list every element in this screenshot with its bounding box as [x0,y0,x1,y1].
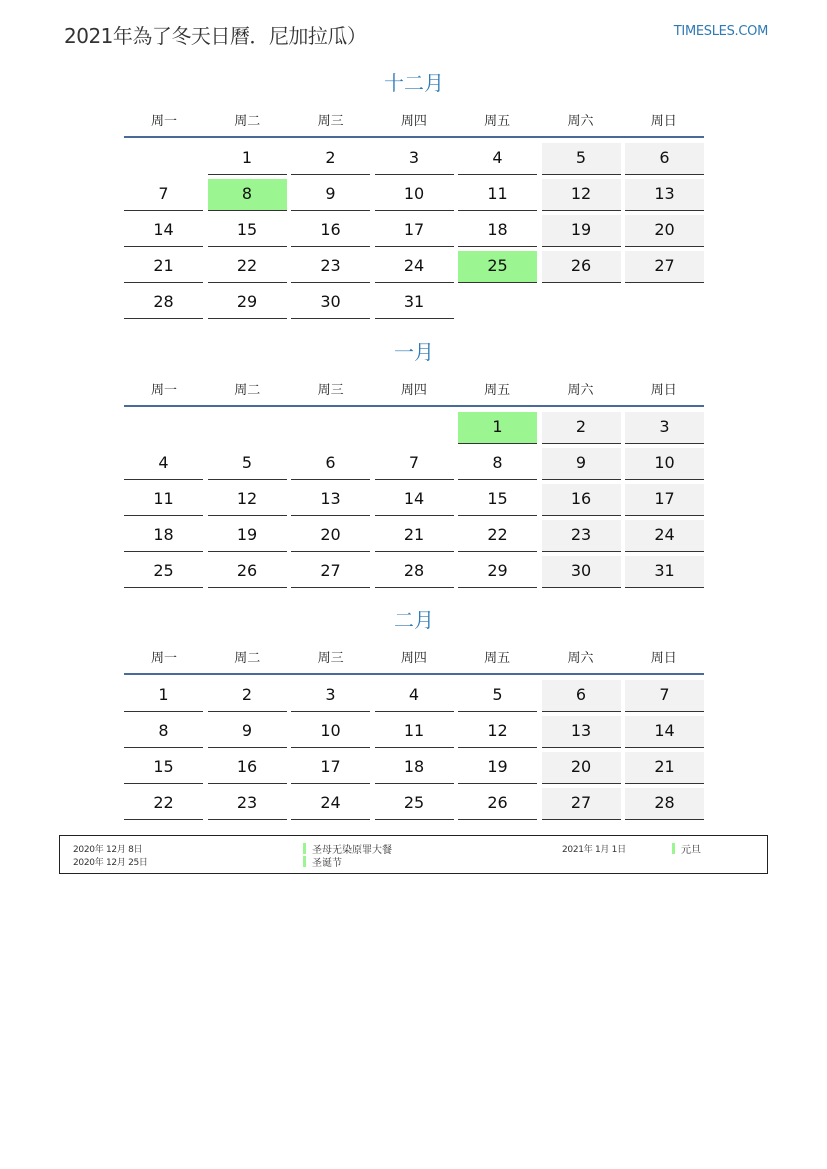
legend-holiday-name [672,841,701,856]
weekday-sun: 周日 [650,650,677,666]
day-grid [124,143,704,319]
empty-day-cell [124,412,203,444]
day-cell: 27 [625,251,704,283]
weekday-tue: 周二 [234,650,261,666]
day-cell: 3 [375,143,454,175]
weekday-sat: 周六 [567,650,594,666]
day-cell: 27 [291,556,370,588]
month-title: 二月 [394,608,434,632]
legend-holiday-label: 元旦 [681,845,701,856]
day-cell: 11 [375,716,454,748]
day-cell: 14 [375,484,454,516]
day-cell: 28 [124,287,203,319]
day-cell: 19 [542,215,621,247]
day-cell: 22 [458,520,537,552]
weekday-mon: 周一 [150,113,177,129]
day-cell: 24 [375,251,454,283]
day-cell: 16 [291,215,370,247]
day-cell: 8 [458,448,537,480]
day-cell: 11 [458,179,537,211]
day-cell: 7 [124,179,203,211]
day-cell: 21 [625,752,704,784]
day-cell: 17 [291,752,370,784]
day-cell: 1 [124,680,203,712]
day-cell: 7 [375,448,454,480]
day-cell: 3 [291,680,370,712]
day-cell: 20 [291,520,370,552]
day-cell: 25 [375,788,454,820]
legend-holiday-label: 圣母无染原罪大餐 [312,845,392,856]
day-cell: 2 [291,143,370,175]
day-cell: 2 [208,680,287,712]
day-cell: 19 [458,752,537,784]
day-cell: 18 [124,520,203,552]
day-cell: 15 [208,215,287,247]
weekday-thu: 周四 [400,650,427,666]
day-cell: 13 [291,484,370,516]
weekday-sat: 周六 [567,382,594,398]
day-cell: 23 [208,788,287,820]
weekday-thu: 周四 [400,113,427,129]
day-cell: 6 [291,448,370,480]
day-cell: 31 [375,287,454,319]
weekday-tue: 周二 [234,382,261,398]
day-cell: 13 [625,179,704,211]
day-cell: 5 [208,448,287,480]
day-cell: 18 [375,752,454,784]
day-cell: 21 [375,520,454,552]
day-cell: 5 [542,143,621,175]
month-january [124,337,704,588]
legend-date: 2021年 1月 1日 [562,845,626,855]
site-name[interactable]: TIMESLES.COM [673,24,768,39]
day-cell: 4 [124,448,203,480]
weekday-sun: 周日 [650,113,677,129]
day-cell: 6 [625,143,704,175]
day-cell: 3 [625,412,704,444]
day-cell: 13 [542,716,621,748]
holiday-color-marker [303,843,306,854]
header-divider [124,136,704,138]
weekday-wed: 周三 [317,650,344,666]
holiday-day-cell: 8 [208,179,287,211]
day-cell: 12 [542,179,621,211]
day-cell: 17 [625,484,704,516]
legend-date: 2020年 12月 8日 [73,845,143,855]
weekday-mon: 周一 [150,382,177,398]
holiday-day-cell: 1 [458,412,537,444]
day-cell: 7 [625,680,704,712]
day-cell: 24 [291,788,370,820]
day-cell: 26 [208,556,287,588]
day-cell: 9 [208,716,287,748]
header-divider [124,673,704,675]
day-cell: 25 [124,556,203,588]
day-cell: 14 [124,215,203,247]
day-cell: 17 [375,215,454,247]
weekday-tue: 周二 [234,113,261,129]
day-cell: 30 [291,287,370,319]
weekday-fri: 周五 [484,382,511,398]
calendar-title: 2021年為了冬天日曆．尼加拉瓜） [64,24,367,48]
weekday-wed: 周三 [317,382,344,398]
holiday-color-marker [672,843,675,854]
day-cell: 11 [124,484,203,516]
weekday-header [124,373,704,403]
holiday-color-marker [303,856,306,867]
month-february [124,605,704,820]
day-cell: 6 [542,680,621,712]
month-title: 十二月 [384,71,444,95]
day-cell: 4 [458,143,537,175]
holiday-day-cell: 25 [458,251,537,283]
day-cell: 10 [375,179,454,211]
month-title: 一月 [394,340,434,364]
day-cell: 18 [458,215,537,247]
weekday-sat: 周六 [567,113,594,129]
day-cell: 28 [625,788,704,820]
day-cell: 27 [542,788,621,820]
weekday-thu: 周四 [400,382,427,398]
weekday-wed: 周三 [317,113,344,129]
day-cell: 26 [542,251,621,283]
day-cell: 30 [542,556,621,588]
day-cell: 22 [208,251,287,283]
day-cell: 10 [291,716,370,748]
legend-holiday-label: 圣诞节 [312,858,342,869]
day-cell: 29 [208,287,287,319]
day-grid [124,412,704,588]
day-cell: 12 [208,484,287,516]
day-cell: 24 [625,520,704,552]
header-divider [124,405,704,407]
day-cell: 8 [124,716,203,748]
day-cell: 9 [542,448,621,480]
empty-day-cell [375,412,454,444]
day-cell: 4 [375,680,454,712]
month-december [124,68,704,319]
legend-date: 2020年 12月 25日 [73,858,148,868]
day-cell: 9 [291,179,370,211]
day-cell: 23 [291,251,370,283]
empty-day-cell [291,412,370,444]
day-cell: 26 [458,788,537,820]
weekday-fri: 周五 [484,113,511,129]
legend-holiday-name [303,854,342,869]
day-cell: 2 [542,412,621,444]
holiday-legend [59,835,768,874]
day-cell: 16 [542,484,621,516]
day-cell: 15 [458,484,537,516]
day-cell: 31 [625,556,704,588]
day-grid [124,680,704,820]
day-cell: 22 [124,788,203,820]
day-cell: 15 [124,752,203,784]
day-cell: 20 [625,215,704,247]
empty-day-cell [124,143,203,175]
day-cell: 5 [458,680,537,712]
day-cell: 23 [542,520,621,552]
day-cell: 21 [124,251,203,283]
empty-day-cell [208,412,287,444]
day-cell: 16 [208,752,287,784]
day-cell: 19 [208,520,287,552]
day-cell: 1 [208,143,287,175]
day-cell: 14 [625,716,704,748]
weekday-mon: 周一 [150,650,177,666]
day-cell: 20 [542,752,621,784]
weekday-fri: 周五 [484,650,511,666]
day-cell: 12 [458,716,537,748]
day-cell: 29 [458,556,537,588]
day-cell: 28 [375,556,454,588]
weekday-header [124,641,704,671]
weekday-header [124,104,704,134]
day-cell: 10 [625,448,704,480]
weekday-sun: 周日 [650,382,677,398]
